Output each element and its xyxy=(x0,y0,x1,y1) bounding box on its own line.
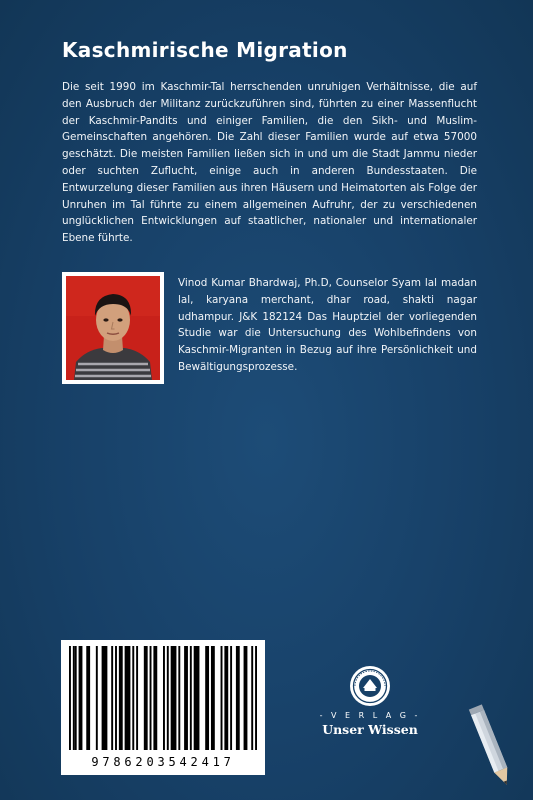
book-description: Die seit 1990 im Kaschmir-Tal herrschenden unruhigen Verhältnisse, die auf den Ausbruch der Militanz zurückzuführen sind, führten zu einer Massenflucht der Kaschmir-Pandits und einiger Familien, die den Sikh- und Muslim-Gemeinschaften angehören. Die Zahl dieser Familien wurde auf etwa 57000 geschätzt. Die meisten Familien ließen sich in und um die Stadt Jammu nieder oder suchten Zuflucht, einige auch in anderen Bundesstaaten. Die Entwurzelung dieser Familien aus ihren Häusern und Heimatorten als Folge der Unruhen im Tal führte zu einem allgemeinen Aufruhr, der zu verschiedenen unglücklichen Entwicklungen auf staatlicher, nationaler und internationaler Ebene führte. xyxy=(62,81,477,245)
author-photo-frame xyxy=(62,272,164,384)
barcode-bar xyxy=(171,646,177,750)
publisher-name: Unser Wissen xyxy=(322,722,418,737)
barcode-bar xyxy=(115,646,117,750)
barcode-bar xyxy=(190,646,192,750)
barcode-bar xyxy=(136,646,138,750)
barcode-bar xyxy=(184,646,188,750)
barcode-bar xyxy=(221,646,223,750)
barcode-bar xyxy=(69,646,71,750)
barcode-bar xyxy=(125,646,131,750)
barcode-bar xyxy=(178,646,180,750)
barcode-bar xyxy=(194,646,200,750)
isbn-number: 9786203542417 xyxy=(91,755,235,769)
barcode-bar xyxy=(132,646,134,750)
barcode-bar xyxy=(230,646,232,750)
barcode-bar xyxy=(211,646,215,750)
barcode-bar xyxy=(73,646,75,750)
barcode-bar xyxy=(236,646,240,750)
barcode-bar xyxy=(144,646,148,750)
barcode-bar xyxy=(75,646,77,750)
barcode-bar xyxy=(111,646,113,750)
barcode-bar xyxy=(79,646,83,750)
barcode-bar xyxy=(205,646,209,750)
author-photo xyxy=(66,276,160,380)
isbn-barcode xyxy=(61,640,265,775)
barcode-bar xyxy=(251,646,253,750)
barcode-bar xyxy=(96,646,98,750)
publisher-logo-block xyxy=(305,665,435,737)
barcode-bar xyxy=(167,646,169,750)
barcode-bar xyxy=(244,646,248,750)
barcode-bar xyxy=(224,646,228,750)
pencil-icon xyxy=(462,700,532,800)
barcode-bar xyxy=(153,646,157,750)
author-portrait-image xyxy=(66,276,160,380)
barcode-bars xyxy=(61,644,265,758)
publisher-verlag-label: - V E R L A G - xyxy=(319,711,421,720)
author-biography: Vinod Kumar Bhardwaj, Ph.D, Counselor Syam lal madan lal, karyana merchant, dhar road, shakti nagar udhampur. J&K 182124 Das Hauptziel der vorliegenden Studie war die Untersuchung des Wohlbefindens von Kaschmir-Migranten in Bezug auf ihre Persönlichkeit und Bewältigungsprozesse. xyxy=(178,277,477,373)
barcode-bar xyxy=(119,646,123,750)
barcode-bar xyxy=(102,646,108,750)
barcode-bar xyxy=(86,646,90,750)
book-title: Kaschmirische Migration xyxy=(62,38,348,62)
barcode-bar xyxy=(255,646,257,750)
barcode-bar xyxy=(163,646,165,750)
barcode-bar xyxy=(150,646,152,750)
publisher-seal-icon xyxy=(349,665,391,707)
